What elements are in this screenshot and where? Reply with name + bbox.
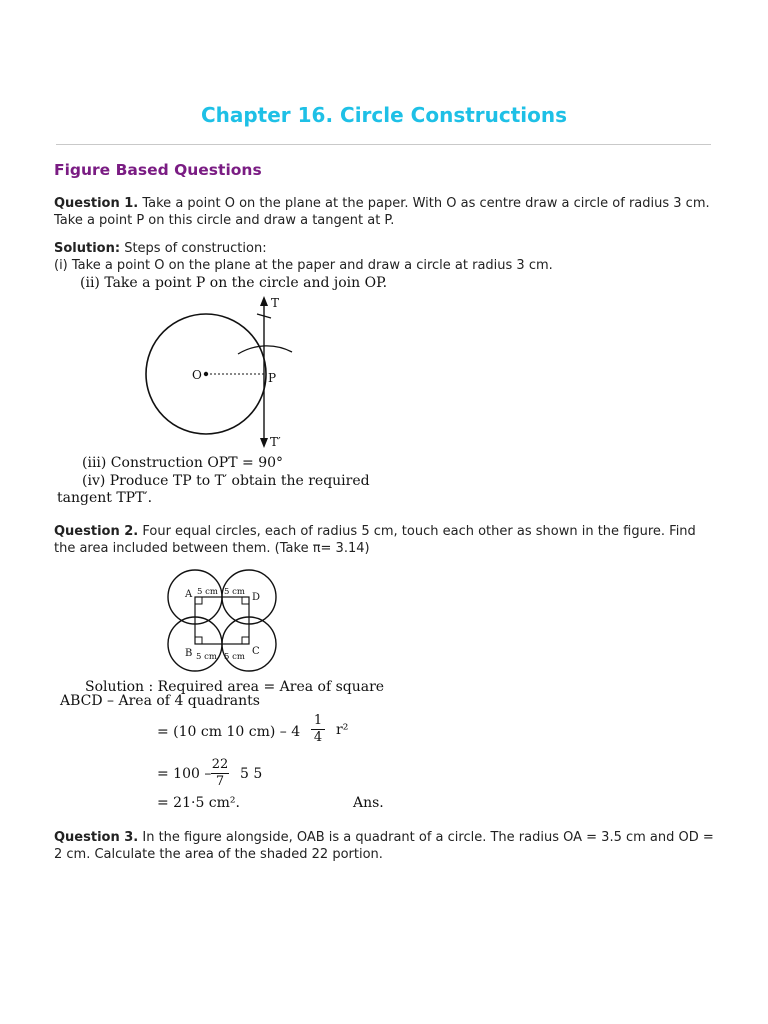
q2-equation-1: = (10 cm 10 cm) – 4 — [157, 724, 301, 740]
q1-construction-arc — [238, 346, 292, 354]
q2-radius-top-left: 5 cm — [197, 587, 218, 597]
q2-label-b: B — [185, 648, 193, 659]
q2-solution-line-2: ABCD – Area of 4 quadrants — [60, 693, 260, 709]
question-1-text: Take a point O on the plane at the paper. With O as centre draw a circle of radius 3 cm. Take a point P on this circle and draw a tangent at P. — [54, 196, 710, 228]
q2-radius-top-right: 5 cm — [224, 587, 245, 597]
q1-arrow-up — [260, 296, 268, 306]
q1-label-o: O — [192, 368, 202, 382]
q1-label-p: P — [268, 371, 277, 385]
q1-step-2: (ii) Take a point P on the circle and join OP. — [80, 275, 388, 291]
q1-label-t: T — [271, 296, 280, 310]
question-2-text: Four equal circles, each of radius 5 cm, touch each other as shown in the figure. Find the area included between them. (Take π= 3.14) — [54, 524, 696, 556]
q2-right-angle-c — [242, 637, 249, 644]
q2-right-angle-b — [195, 637, 202, 644]
q2-equation-1-r2: r² — [336, 722, 349, 738]
q2-label-a: A — [185, 589, 193, 600]
q1-arrow-down — [260, 438, 268, 448]
q2-label-d: D — [252, 592, 261, 603]
q2-fraction-1-den: 4 — [313, 730, 323, 745]
q2-answer-label: Ans. — [353, 795, 384, 811]
question-2 — [54, 523, 714, 557]
q2-equation-2-rest: 5 5 — [240, 766, 263, 782]
q2-fraction-1 — [311, 713, 325, 746]
q1-step-4b: tangent TPT′. — [57, 490, 153, 506]
q2-radius-bottom-right: 5 cm — [224, 652, 245, 662]
q2-radius-bottom-left: 5 cm — [196, 652, 217, 662]
chapter-title: Chapter 16. Circle Constructions — [200, 103, 568, 127]
q2-equation-3: = 21·5 cm². — [157, 795, 240, 811]
q1-step-4a: (iv) Produce TP to T′ obtain the required — [82, 473, 370, 489]
q1-label-t-prime: T′ — [270, 435, 281, 449]
q2-square-abcd — [195, 597, 249, 644]
question-1 — [54, 195, 714, 229]
q1-center-point — [204, 372, 208, 376]
q2-fraction-2-num: 22 — [211, 757, 229, 772]
section-title: Figure Based Questions — [54, 161, 262, 179]
q2-equation-2: = 100 – — [157, 766, 212, 782]
q1-solution — [54, 240, 714, 257]
question-3-text: In the figure alongside, OAB is a quadrant of a circle. The radius OA = 3.5 cm and OD = 2 cm. Calculate the area of the shaded 22 portion. — [54, 830, 714, 862]
q2-fraction-2 — [211, 757, 229, 790]
question-2-label: Question 2. — [54, 524, 139, 539]
q2-fraction-2-den: 7 — [215, 774, 225, 789]
q2-fraction-1-num: 1 — [313, 713, 323, 728]
q1-step-1: (i) Take a point O on the plane at the paper and draw a circle at radius 3 cm. — [54, 258, 553, 273]
question-1-label: Question 1. — [54, 196, 139, 211]
q2-label-c: C — [252, 646, 260, 657]
q2-right-angle-d — [242, 597, 249, 604]
question-3 — [54, 829, 714, 863]
q1-step-3: (iii) Construction OPT = 90° — [82, 455, 284, 471]
q2-solution-line-1: Solution : Required area = Area of square — [85, 679, 385, 695]
q1-solution-text: Steps of construction: — [120, 241, 267, 256]
q1-tangent-figure — [140, 294, 310, 456]
q2-four-circles-figure — [160, 566, 280, 672]
divider — [56, 144, 711, 145]
question-3-label: Question 3. — [54, 830, 139, 845]
q2-right-angle-a — [195, 597, 202, 604]
q1-solution-label: Solution: — [54, 241, 121, 256]
